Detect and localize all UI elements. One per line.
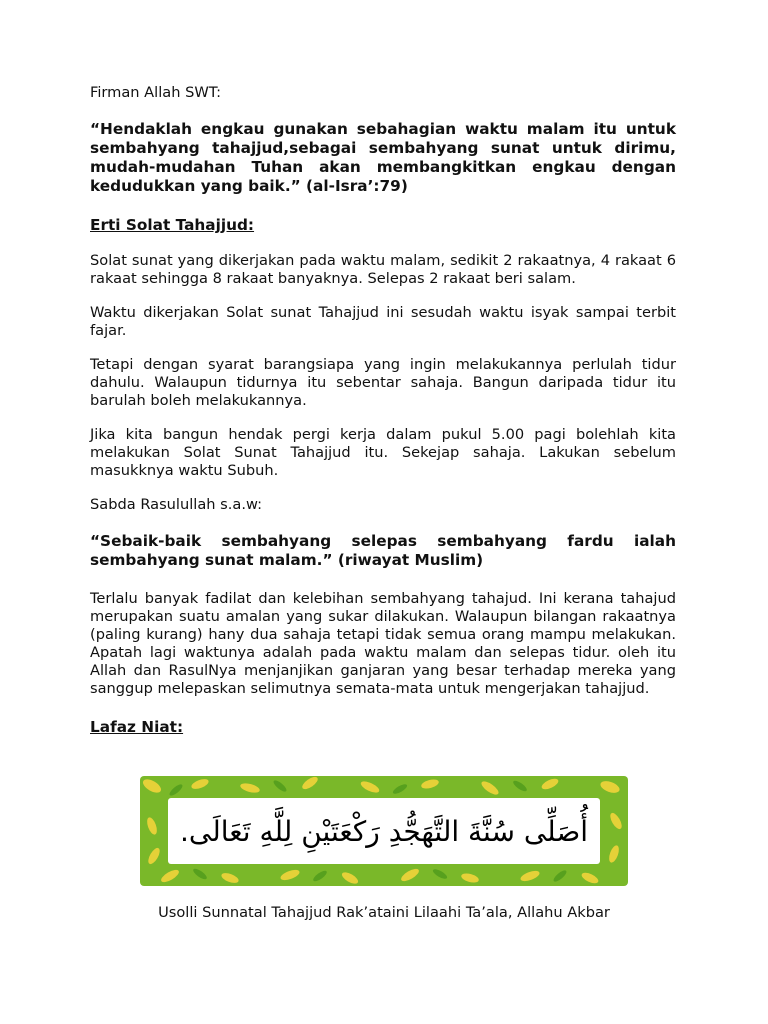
heading-erti-solat: Erti Solat Tahajjud:: [90, 216, 255, 234]
paragraph-definition: Solat sunat yang dikerjakan pada waktu malam, sedikit 2 rakaatnya, 4 rakaat 6 rakaat sehingga 8 rakaat banyaknya. Selepas 2 rakaat beri salam.: [90, 252, 676, 287]
quote-hadith: “Sebaik-baik sembahyang selepas sembahyang fardu ialah sembahyang sunat malam.” (riwayat Muslim): [90, 532, 676, 569]
intro-label: Firman Allah SWT:: [90, 84, 222, 101]
paragraph-condition: Tetapi dengan syarat barangsiapa yang ingin melakukannya perlulah tidur dahulu. Walaupun tidurnya itu sebentar sahaja. Bangun daripada tidur itu barulah boleh melakukannya.: [90, 356, 676, 409]
heading-lafaz-niat: Lafaz Niat:: [90, 718, 184, 736]
document-body: [90, 84, 676, 736]
niat-transliteration-caption: Usolli Sunnatal Tahajjud Rak’ataini Lilaahi Ta’ala, Allahu Akbar: [158, 904, 610, 921]
paragraph-time: Waktu dikerjakan Solat sunat Tahajjud ini sesudah waktu isyak sampai terbit fajar.: [90, 304, 676, 339]
niat-arabic-text: أُصَلِّى سُنَّةَ التَّهَجُّدِ رَكْعَتَيْنِ لِلَّهِ تَعَالَى.: [168, 798, 600, 864]
paragraph-virtues: Terlalu banyak fadilat dan kelebihan sembahyang tahajud. Ini kerana tahajud merupakan suatu amalan yang sukar dilakukan. Walaupun bilangan rakaatnya (paling kurang) hany dua sahaja tetapi tidak semua orang mampu melakukan. Apatah lagi waktunya adalah pada waktu malam dan selepas tidur. oleh itu Allah dan RasulNya menjanjikan ganjaran yang besar terhadap mereka yang sanggup melepaskan selimutnya semata-mata untuk mengerjakan tahajjud.: [90, 590, 676, 697]
quote-isra: “Hendaklah engkau gunakan sebahagian waktu malam itu untuk sembahyang tahajjud,sebagai sembahyang sunat untuk dirimu, mudah-mudahan Tuhan akan membangkitkan engkau dengan kedudukkan yang baik.” (al-Isra’:79): [90, 120, 676, 195]
sabda-label: Sabda Rasulullah s.a.w:: [90, 496, 263, 513]
paragraph-work: Jika kita bangun hendak pergi kerja dalam pukul 5.00 pagi bolehlah kita melakukan Solat Sunat Tahajjud itu. Sekejap sahaja. Lakukan sebelum masukknya waktu Subuh.: [90, 426, 676, 479]
niat-image-frame: [140, 776, 628, 886]
